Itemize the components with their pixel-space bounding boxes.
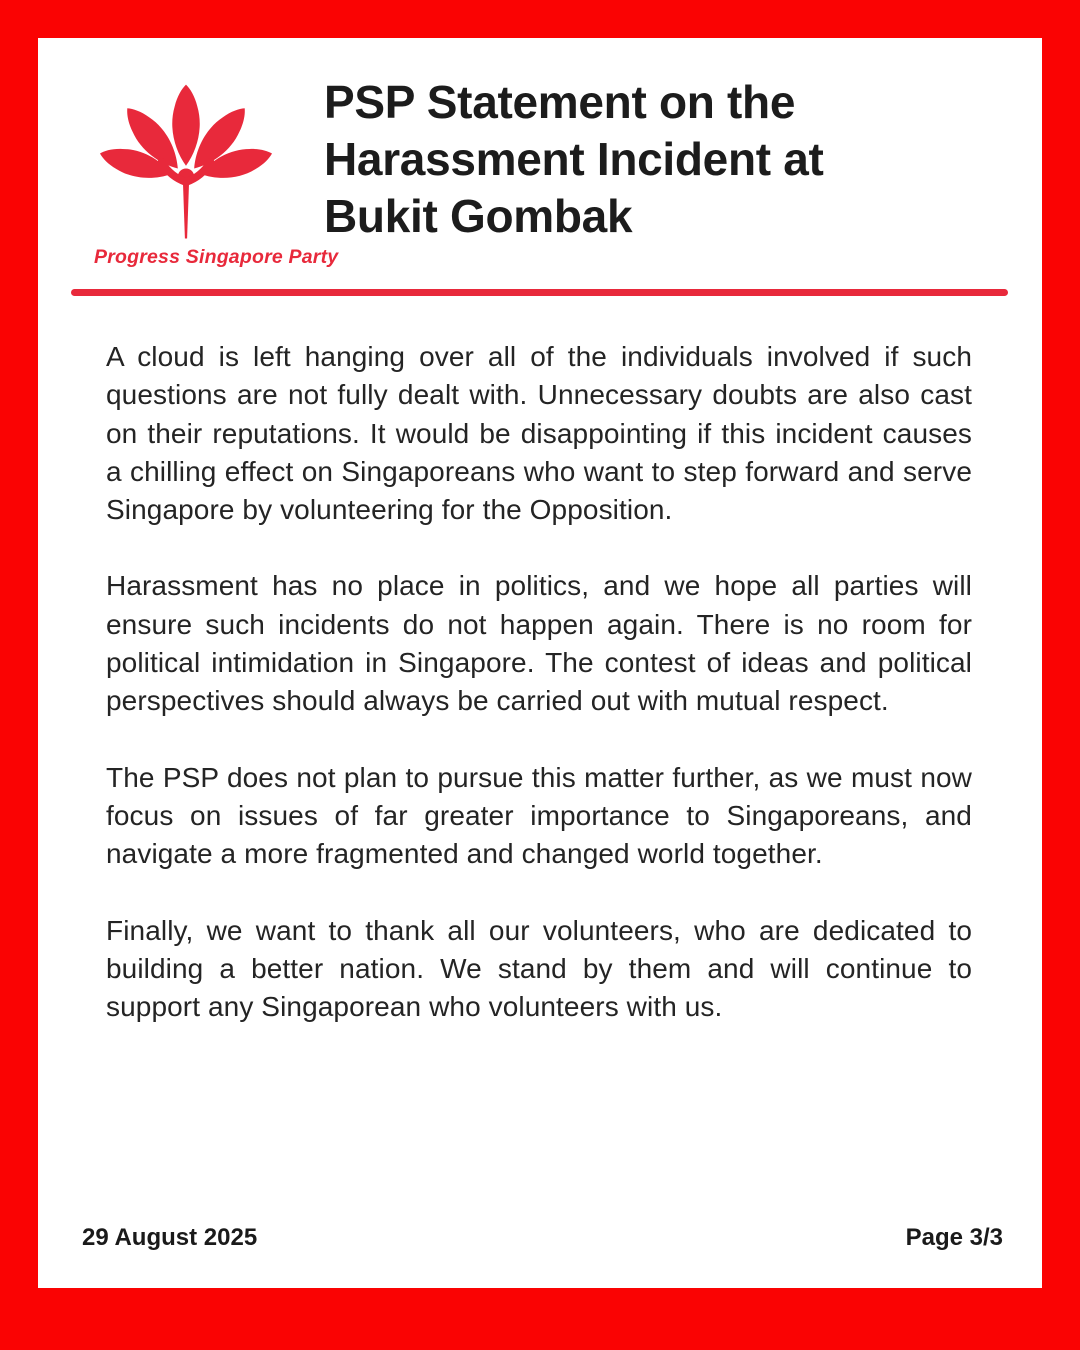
paragraph: Finally, we want to thank all our volunteers, who are dedicated to building a better nation. We stand by them and will continue to support any Singaporean who volunteers with us. [106, 914, 972, 1023]
paragraph: Harassment has no place in politics, and we hope all parties will ensure such incidents do not happen again. There is no room for political intimidation in Singapore. The contest of ideas and political perspectives should always be carried out with mutual respect. [106, 570, 972, 717]
paragraph: A cloud is left hanging over all of the individuals involved if such questions are not fully dealt with. Unnecessary doubts are also cast on their reputations. It would be disappointing if this incident causes a chilling effect on Singaporeans who want to step forward and serve Singapore by volunteering for the Opposition. [106, 341, 972, 526]
title-line: Bukit Gombak [324, 190, 633, 242]
document-footer [82, 1224, 1003, 1252]
title-line: Harassment Incident at [324, 133, 824, 185]
document-sheet [38, 38, 1042, 1288]
page-number: Page 3/3 [905, 1224, 1003, 1251]
psp-logo [94, 84, 339, 269]
psp-palm-tree-icon [95, 84, 277, 243]
title-line: PSP Statement on the [324, 76, 796, 128]
paragraph: The PSP does not plan to pursue this matter further, as we must now focus on issues of far greater importance to Singaporeans, and navigate a more fragmented and changed world together. [106, 761, 972, 870]
statement-body [106, 338, 972, 1064]
header-divider [71, 289, 1008, 296]
document-date: 29 August 2025 [82, 1224, 258, 1251]
party-name: Progress Singapore Party [94, 246, 339, 268]
document-title [324, 74, 1004, 245]
